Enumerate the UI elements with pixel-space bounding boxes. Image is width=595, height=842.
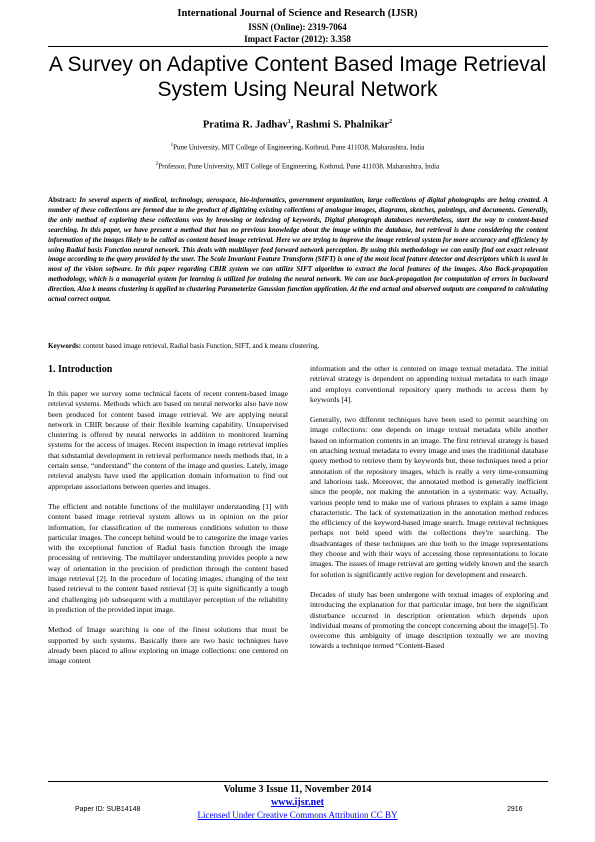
- affiliation-2: [0, 162, 595, 170]
- paragraph: The efficient and notable functions of the multilayer understanding [1] with content based image retrieval system allows us in opinion on the prior information, for classification of the numerous conditions solution to those particular images. The concept behind would be to categorize the image varies with the exceptional function of Radial basis function through the image processing of retrieving. The multilayer understanding provides people a new way of orientation in the precision of prediction through the content based image retrieval [2]. In the procedure of locating images, changing of the text based retrieval to the content based retrieval [3] is quite significantly a tough and challenging job subsequent with a multilayer perception of the reliability in prediction of the provided input image.: [48, 501, 288, 614]
- author-separator: ,: [290, 119, 297, 131]
- paragraph: Method of Image searching is one of the finest solutions that must be supported by such systems. Basically there are two basic techniques have already been placed to allow exploring on image collections: one centered on image content: [48, 625, 288, 666]
- abstract: [48, 196, 548, 305]
- paragraph: In this paper we survey some technical facets of recent content-based image retrieval systems. Methods which are based on neural networks also have now been produced for content based image retrieval. We are applying neural network in CBIR because of their flexible learning capability. Unsupervised clustering is offered by neural networks in addition to monitored learning systems for the access of images. Recent inspection in image retrieval implies that substantial development in retrieval performance needs methods that, in a certain sense, “understand” the content of the image and queries. Lately, image retrieval analysts have used the application domain information to find out appropriate associations between queries and images.: [48, 389, 288, 491]
- footer-url-link[interactable]: www.ijsr.net: [271, 797, 324, 808]
- keywords-text: content based image retrieval, Radial basis Function, SIFT, and k means clustering.: [81, 342, 320, 350]
- author-line: [0, 119, 595, 131]
- body-column-right: [310, 364, 548, 662]
- footer-volume: Volume 3 Issue 11, November 2014: [223, 784, 372, 795]
- paragraph: Generally, two different techniques have been used to permit searching on image collections: one depends on image textual metadata while another based on information contents in an image. The first retrieval strategy is based on attaching textual metadata to every image and uses the traditional database query method to retrieve them by keywords but, these techniques need a prior annotation of the repository images, which is really a very time-consuming and laborious task. Moreover, the annotated method is generally inefficient since the people, not making the annotation in a systematic way. Actually, various people tend to make use of various phrases to explain a same image characteristic. The lack of systematization in the annotation method reduces the efficiency of the keyword-based image search. Image retrieval techniques perhaps not held speed with the collections they're searching. The disadvantages of these techniques are due both to the image representations they choose and with their ways of accessing those representations to locate images. The issues of image retrieval are getting widely known and the search for solution is significantly active region for development and research.: [310, 415, 548, 579]
- keywords: [48, 342, 548, 350]
- abstract-label: Abstract: [48, 196, 75, 204]
- section-heading-introduction: 1. Introduction: [48, 364, 113, 375]
- affiliation-2-text: Professor, Pune University, MIT College of Engineering, Kothrud, Pune 411038, Maharashtra, India: [158, 162, 440, 171]
- keywords-label: Keywords:: [48, 342, 82, 350]
- journal-issn: ISSN (Online): 2319-7064: [248, 22, 347, 32]
- author-2-sup: 2: [389, 119, 393, 125]
- footer-license-link[interactable]: Licensed Under Creative Commons Attribution CC BY: [197, 810, 398, 820]
- paper-title: A Survey on Adaptive Content Based Image Retrieval System Using Neural Network: [48, 53, 547, 101]
- header-rule: [48, 46, 548, 47]
- affiliation-1-text: Pune University, MIT College of Engineering, Kothrud, Pune 411038, Maharashtra, India: [173, 143, 425, 152]
- author-1-sup: 1: [287, 119, 291, 125]
- paper-id: Paper ID: SUB14148: [75, 806, 141, 813]
- paragraph: information and the other is centered on image textual metadata. The initial retrieval strategy is dependent on appending textual metadata to each image and employs conventional repository query methods to access them by keywords [4].: [310, 364, 548, 404]
- author-1: Pratima R. Jadhav: [202, 119, 288, 131]
- body-column-left: [48, 389, 288, 676]
- paragraph: Decades of study has been undergone with textual images of exploring and introducing the explanation for that particular image, but here the significant disturbance occurred in description orientation which depends upon individual means of promoting the concept concerning about the image[5]. To overcome this ambiguity of image description textually we are moving towards a technique termed “Content-Based: [310, 589, 548, 651]
- abstract-text: : In several aspects of medical, technology, aerospace, bio-informatics, government organization, large collections of digital photographs are being created. A number of these collections are formed due to the product of digitizing existing collections of analogue images, diagrams, sketches, paintings, and documents. Generally, the only method of exploring these collections was by browsing or indexing of keywords, Digital photograph databases nevertheless, start the way to content-based searching. In this paper, we have present a method that has no previous knowledge about the image within the database, but retrieval is done considering the content information of the images likely to be called as content based image retrieval. Here we are trying to improve the image retrieval system for more accuracy and efficiency by using Radial basis Function neural network. This deals with multilayer feed forward network perception. By using this methodology we can easily find out exact relevant image according to the query provided by the user. The Scale Invariant Feature Transform (SIFT) is one of the most local feature detector and descriptors which is used in most of the vision software. In this paper regarding CBIR system we can utilize SIFT algorithm to extract the local features of the images. Also Back-propagation methodology, which is a managerial system for learning is utilized for training the neural network. We can use back-propagation for computation of errors in backward direction. Also k means clustering is applied to clustering Parameterize Gaussian function application. At the end actual and observed outputs are compared to calculating actual correct output.: [48, 196, 548, 304]
- page-number: 2916: [507, 806, 523, 813]
- journal-impact-factor: Impact Factor (2012): 3.358: [244, 34, 351, 44]
- affiliation-1: [0, 143, 595, 151]
- affiliation-2-sup: 2: [155, 162, 159, 167]
- author-2: Rashmi S. Phalnikar: [296, 119, 390, 131]
- journal-name: International Journal of Science and Research (IJSR): [177, 8, 418, 19]
- footer-rule: [48, 781, 548, 782]
- affiliation-1-sup: 1: [170, 143, 174, 148]
